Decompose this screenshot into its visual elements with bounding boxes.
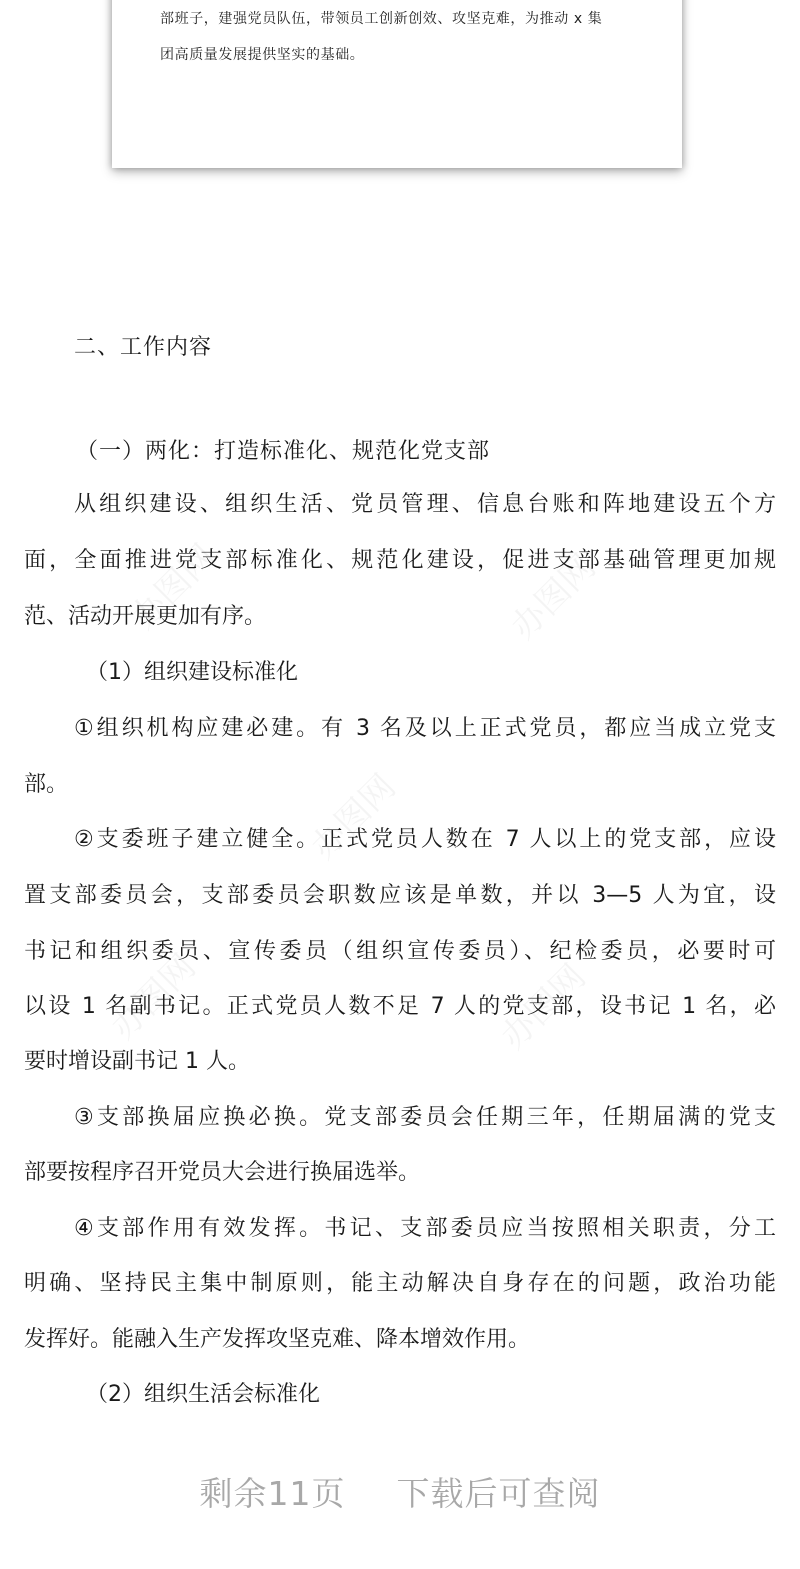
previous-page-card bbox=[112, 0, 682, 168]
item-title: （1）组织建设标准化 bbox=[86, 660, 298, 685]
subsection-title: （一）两化：打造标准化、规范化党支部 bbox=[76, 439, 491, 464]
paragraph-line: 从组织建设、组织生活、党员管理、信息台账和阵地建设五个方 bbox=[74, 492, 776, 517]
paragraph-line: ②支委班子建立健全。正式党员人数在 7 人以上的党支部，应设 bbox=[74, 827, 776, 852]
paragraph-line: 发挥好。能融入生产发挥攻坚克难、降本增效作用。 bbox=[24, 1327, 531, 1352]
paragraph-line: 明确、坚持民主集中制原则，能主动解决自身存在的问题，政治功能 bbox=[24, 1271, 776, 1296]
prev-page-line: 部班子，建强党员队伍，带领员工创新创效、攻坚克难，为推动 x 集 bbox=[160, 11, 603, 27]
paragraph-line: 置支部委员会，支部委员会职数应该是单数，并以 3—5 人为宜，设 bbox=[24, 883, 776, 908]
paragraph-line: ④支部作用有效发挥。书记、支部委员应当按照相关职责，分工 bbox=[74, 1216, 776, 1241]
paragraph-line: ③支部换届应换必换。党支部委员会任期三年，任期届满的党支 bbox=[74, 1105, 776, 1130]
paragraph-line: 要时增设副书记 1 人。 bbox=[24, 1049, 250, 1074]
paragraph-line: ①组织机构应建必建。有 3 名及以上正式党员，都应当成立党支 bbox=[74, 716, 776, 741]
paragraph-line: 面，全面推进党支部标准化、规范化建设，促进支部基础管理更加规 bbox=[24, 548, 776, 573]
paragraph-line: 以设 1 名副书记。正式党员人数不足 7 人的党支部，设书记 1 名，必 bbox=[24, 994, 776, 1019]
item-title: （2）组织生活会标准化 bbox=[86, 1382, 320, 1407]
paragraph-line: 范、活动开展更加有序。 bbox=[24, 604, 267, 629]
paragraph-line: 部要按程序召开党员大会进行换届选举。 bbox=[24, 1160, 421, 1185]
section-title: 二、工作内容 bbox=[74, 335, 213, 360]
prev-page-line: 团高质量发展提供坚实的基础。 bbox=[160, 47, 365, 63]
paragraph-line: 部。 bbox=[24, 772, 69, 797]
paragraph-line: 书记和组织委员、宣传委员（组织宣传委员）、纪检委员，必要时可 bbox=[24, 939, 776, 964]
remaining-pages-note[interactable]: 剩余11页 下载后可查阅 bbox=[199, 1474, 601, 1513]
